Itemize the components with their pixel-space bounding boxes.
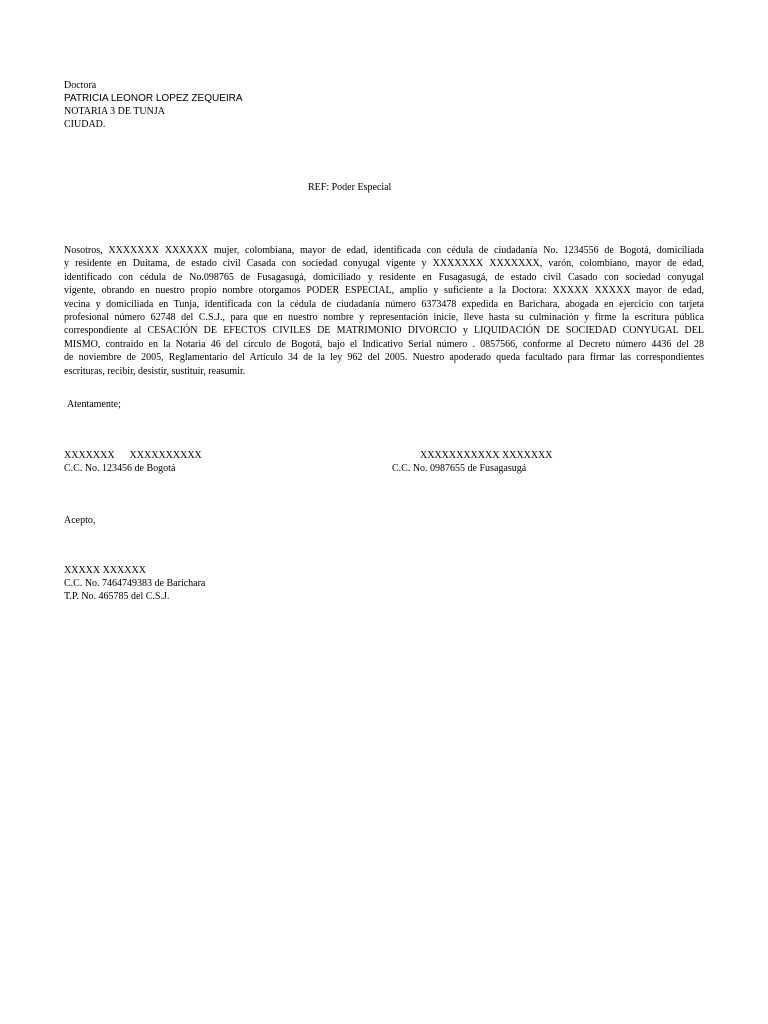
body-line: identificado con cédula de No.098765 de Fusagasugá, domiciliado y residente en Fusagasugá, de estado civil Casado con sociedad conyugal [64, 271, 704, 283]
acceptance-professional-card: T.P. No. 465785 del C.S.J. [64, 591, 170, 602]
body-line: y residente en Duitama, de estado civil Casada con sociedad conyugal vigente y XXXXXXX XXXXXXX, varón, colombiano, mayor de edad, [64, 258, 704, 270]
body-line: de noviembre de 2005, Reglamentario del Artículo 34 de la ley 962 del 2005. Nuestro apoderado queda facultado para firmar las correspondientes [64, 352, 704, 364]
signatory-2-id: C.C. No. 0987655 de Fusagasugá [392, 463, 527, 474]
acceptance-id: C.C. No. 7464749383 de Barichara [64, 578, 206, 589]
signatory-1-name: XXXXXXX XXXXXXXXXX [64, 450, 202, 461]
body-line: escrituras, recibir, desistir, sustituir, reasumir. [64, 365, 246, 377]
body-line: vigente, obrando en nuestro propio nombre otorgamos PODER ESPECIAL, amplio y suficiente a la Doctora: XXXXX XXXXX mayor de edad, [64, 285, 704, 297]
recipient-name: PATRICIA LEONOR LOPEZ ZEQUEIRA [64, 93, 243, 104]
recipient-office: NOTARIA 3 DE TUNJA [64, 106, 165, 117]
acceptance-label: Acepto, [64, 515, 96, 526]
recipient-salutation: Doctora [64, 80, 97, 91]
acceptance-name: XXXXX XXXXXX [64, 565, 146, 576]
body-line: correspondiente al CESACIÓN DE EFECTOS CIVILES DE MATRIMONIO DIVORCIO y LIQUIDACIÓN DE SOCIEDAD CONYUGAL DEL [64, 325, 704, 337]
body-line: MISMO, contraído en la Notaria 46 del círculo de Bogotá, bajo el Indicativo Serial número . 0857566, conforme al Decreto número 4436 del 28 [64, 338, 704, 350]
body-paragraph [64, 244, 704, 378]
body-line: profesional número 62748 del C.S.J., para que en nuestro nombre y representación inicie, lleve hasta su culminación y firme la escritura pública [64, 311, 704, 323]
reference-line: REF: Poder Especial [308, 182, 392, 193]
signatory-1-id: C.C. No. 123456 de Bogotá [64, 463, 176, 474]
recipient-city: CIUDAD. [64, 119, 106, 130]
closing-line: Atentamente; [67, 399, 121, 410]
body-line: vecina y domiciliada en Tunja, identificada con la cédula de ciudadanía número 6373478 expedida en Barichara, abogada en ejercicio con tarjeta [64, 298, 704, 310]
signatory-2-name: XXXXXXXXXXX XXXXXXX [420, 450, 553, 461]
body-line: Nosotros, XXXXXXX XXXXXX mujer, colombiana, mayor de edad, identificada con cédula de ciudadanía No. 1234556 de Bogotá, domiciliada [64, 245, 704, 256]
